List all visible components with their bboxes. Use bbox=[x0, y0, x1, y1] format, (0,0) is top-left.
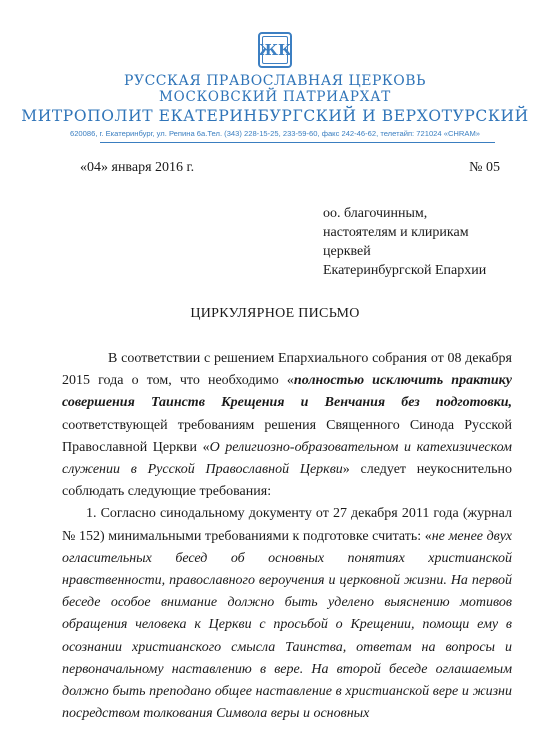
letter-body bbox=[62, 348, 512, 725]
diocese-seal-icon bbox=[258, 32, 292, 68]
addressee-line: церквей bbox=[323, 244, 371, 259]
letterhead-metropolitan: МИТРОПОЛИТ ЕКАТЕРИНБУРГСКИЙ И ВЕРХОТУРСКИЙ bbox=[21, 107, 529, 125]
document-title: ЦИРКУЛЯРНОЕ ПИСЬМО bbox=[190, 306, 360, 321]
text-run: 1. Согласно синодальному документу от 27 декабря 2011 года (журнал № 152) минимальными требованиями к подготовке считать: « bbox=[62, 506, 512, 544]
addressee-line: настоятелям и клирикам bbox=[323, 225, 469, 240]
letterhead-patriarchate: МОСКОВСКИЙ ПАТРИАРХАТ bbox=[158, 89, 392, 105]
italic-run: не менее двух огласительных бесед об основных понятиях христианской нравственности, православного вероучения и церковной жизни. На первой беседе особое внимание должно быть уделено выяснению мотивов обращения человека к Церкви с просьбой о Крещении, помощи ему в осознании христианского смысла Таинства, ответам на вопросы и первоначальному наставлению в вере. На второй беседе оглашаемым должно быть преподано общее наставление в христианской вере и жизни посредством толкования Символа веры и основных bbox=[62, 528, 512, 722]
addressee-block bbox=[323, 204, 486, 280]
addressee-line: оо. благочинным, bbox=[323, 206, 428, 221]
letter-number: № 05 bbox=[469, 160, 500, 175]
letterhead-divider bbox=[100, 142, 495, 143]
addressee-line: Екатеринбургской Епархии bbox=[323, 263, 487, 278]
text-run: соответствующей требованиям решения Священного Синода Русской Православной Церкви « bbox=[62, 417, 512, 455]
text-run: » следует неукоснительно соблюдать следующие требования: bbox=[62, 462, 512, 500]
body-paragraph-2 bbox=[62, 503, 512, 725]
emphasis-run: полностью исключить практику совершения Таинств Крещения и Венчания без подготовки, bbox=[62, 373, 512, 411]
letter-date: «04» января 2016 г. bbox=[80, 160, 195, 175]
body-paragraph-1 bbox=[62, 348, 512, 503]
italic-run: О религиозно-образовательном и катехизическом служении в Русской Православной Церкви bbox=[62, 439, 512, 478]
letterhead-contacts: 620086, г. Екатеринбург, ул. Репина 6а.Тел. (343) 228-15-25, 233-59-60, факс 242-46-62, телетайп: 721024 «CHRAM» bbox=[69, 129, 481, 138]
text-run: В соответствии с решением Епархиального собрания от 08 декабря 2015 года о том, что необходимо « bbox=[62, 351, 512, 389]
seal-monogram: ЖК bbox=[262, 36, 288, 64]
letterhead-church-name: РУССКАЯ ПРАВОСЛАВНАЯ ЦЕРКОВЬ bbox=[124, 73, 426, 89]
